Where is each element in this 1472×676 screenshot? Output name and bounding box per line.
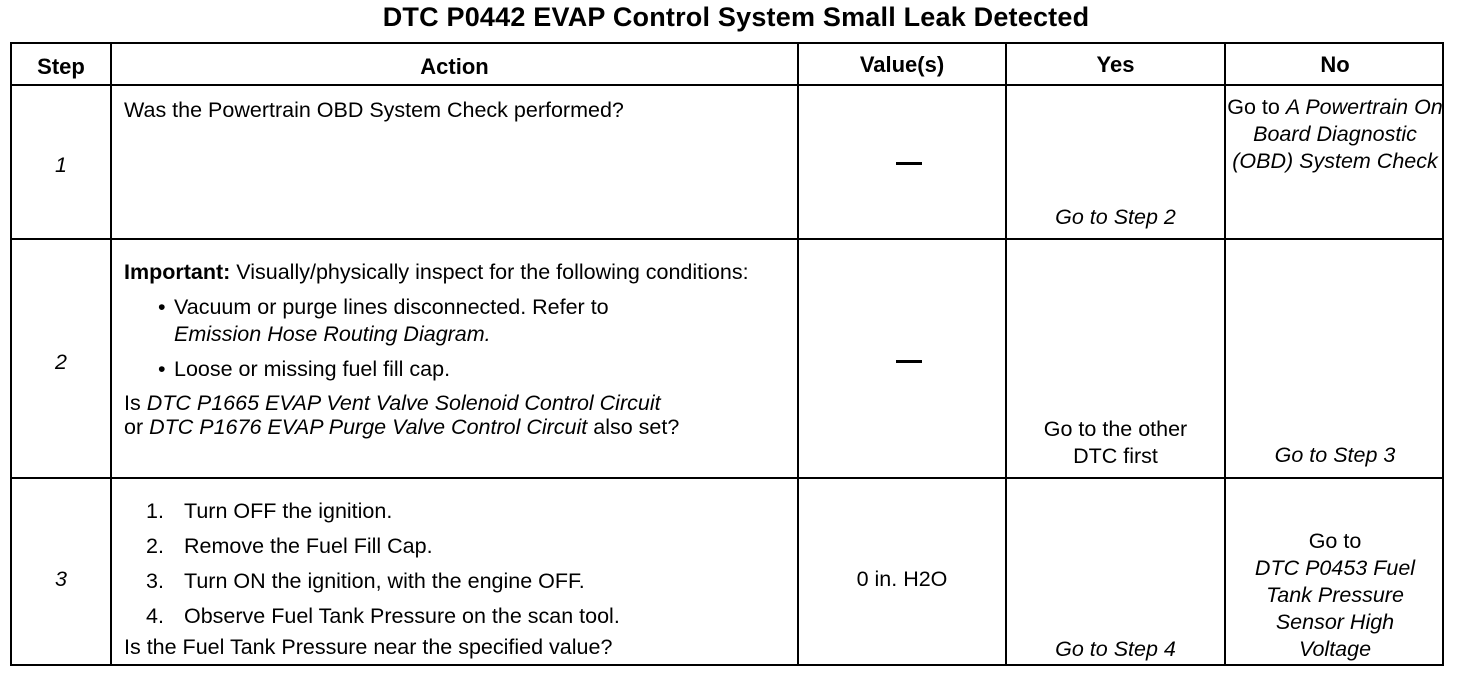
yes-cell: Go to Step 4 bbox=[1055, 637, 1176, 661]
numbered-step: 2. Remove the Fuel Fill Cap. bbox=[146, 534, 433, 558]
no-cell bbox=[1226, 94, 1444, 175]
numbered-step: 3. Turn ON the ignition, with the engine OFF. bbox=[146, 569, 585, 593]
no-prefix: Go to bbox=[1308, 529, 1362, 553]
column-header-step: Step bbox=[37, 54, 85, 79]
reference-link: Emission Hose Routing Diagram. bbox=[174, 322, 491, 346]
diagnostic-table bbox=[10, 42, 1444, 666]
no-cell: Go to Step 3 bbox=[1274, 443, 1396, 467]
yes-cell: Go to Step 2 bbox=[1055, 205, 1176, 229]
bullet-item: • Loose or missing fuel fill cap. bbox=[158, 357, 451, 381]
column-divider bbox=[110, 44, 112, 664]
row-divider bbox=[12, 84, 1442, 86]
no-prefix: Go to bbox=[1227, 95, 1286, 119]
important-text: Visually/physically inspect for the following conditions: bbox=[230, 260, 749, 284]
no-cell bbox=[1237, 528, 1433, 663]
no-reference: A Powertrain On Board Diagnostic (OBD) System Check bbox=[1232, 95, 1443, 173]
bullet-item: • Vacuum or purge lines disconnected. Refer to Emission Hose Routing Diagram. bbox=[158, 295, 609, 346]
action-text: Was the Powertrain OBD System Check performed? bbox=[124, 98, 624, 122]
value-dash bbox=[896, 162, 922, 165]
value-cell: 0 in. H2O bbox=[856, 567, 948, 591]
row-divider bbox=[12, 477, 1442, 479]
column-header-no: No bbox=[1320, 52, 1350, 77]
column-header-values: Value(s) bbox=[859, 52, 945, 77]
action-text bbox=[124, 498, 794, 661]
column-header-yes: Yes bbox=[1096, 52, 1135, 77]
yes-cell: Go to the other DTC first bbox=[1043, 417, 1188, 468]
step-number: 2 bbox=[55, 350, 67, 374]
column-divider bbox=[1005, 44, 1007, 664]
numbered-step: 1. Turn OFF the ignition. bbox=[146, 499, 393, 523]
important-label: Important: bbox=[124, 260, 231, 284]
action-question: Is the Fuel Tank Pressure near the specified value? bbox=[124, 635, 613, 659]
no-reference: DTC P0453 Fuel Tank Pressure Sensor High Voltage bbox=[1254, 556, 1416, 661]
step-number: 3 bbox=[55, 567, 67, 591]
page-title: DTC P0442 EVAP Control System Small Leak Detected bbox=[382, 2, 1090, 32]
action-text: Important: Visually/physically inspect for the following conditions: • Vacuum or purge lines disconnected. Refer to Emission Hose Routing Diagram. • Loose or missing fuel fill cap. Is DTC P1665 EVAP Vent Valve Solenoid Control Circuit or DTC P1676 EVAP Purge Valve Control Circuit also set? bbox=[124, 259, 794, 439]
step-number: 1 bbox=[55, 153, 67, 177]
value-dash bbox=[896, 360, 922, 363]
row-divider bbox=[12, 238, 1442, 240]
column-header-action: Action bbox=[420, 54, 489, 79]
numbered-step: 4. Observe Fuel Tank Pressure on the scan tool. bbox=[146, 604, 620, 628]
